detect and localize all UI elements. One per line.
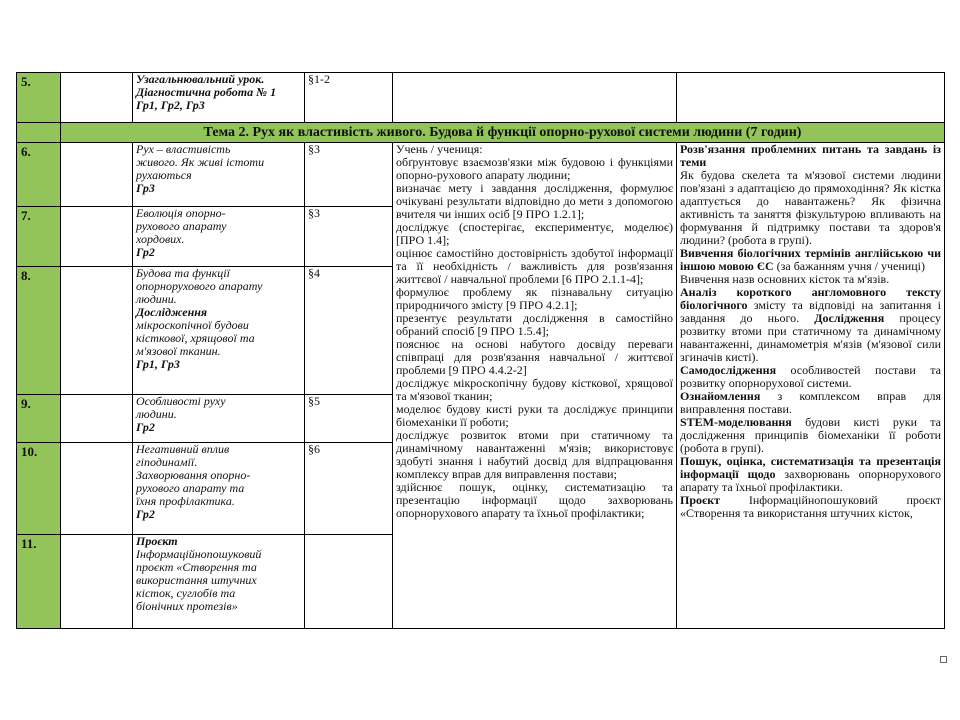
outcome-line: досліджує (спостерігає, експериментує, моделює) [ПРО 1.4]; — [396, 220, 673, 247]
group-label: Гр2 — [136, 245, 155, 259]
empty-cell — [61, 267, 133, 395]
lesson-line: людини. — [136, 292, 177, 306]
lesson-line: Будова та функції — [136, 266, 230, 280]
empty-cell — [61, 535, 133, 629]
topic-row — [17, 123, 945, 143]
activity-text: Вивчення назв основних кісток та м'язів. — [680, 272, 890, 286]
empty-cell — [677, 73, 945, 123]
learning-outcomes-cell — [393, 143, 677, 629]
lesson-line: Особливості руху — [136, 394, 226, 408]
paragraph-cell: §6 — [305, 443, 393, 535]
empty-cell — [393, 73, 677, 123]
lesson-line: Узагальнювальний урок. — [136, 72, 265, 86]
resize-handle[interactable] — [940, 656, 947, 663]
lesson-line: рухового апарату — [136, 219, 227, 233]
activity-text: захворювань опорнорухового апарату та їхньої профілактики. — [680, 467, 942, 494]
lesson-line: Інформаційнопошуковий — [136, 547, 262, 561]
lesson-line: кісток, суглобів та — [136, 586, 236, 600]
outcome-line: здійснює пошук, оцінку, систематизацію та презентацію інформації щодо захворювань опорнорухового апарату та їхньої профілактики; — [396, 480, 673, 520]
activity-title: Вивчення біологічних термінів англійською чи іншою мовою ЄС — [680, 246, 941, 273]
paragraph-cell — [305, 535, 393, 629]
lesson-cell — [133, 267, 305, 395]
outcome-line: формулює проблему як пізнавальну ситуацію природничого змісту [9 ПРО 4.2.1]; — [396, 285, 673, 312]
row-number: 10. — [17, 443, 61, 535]
table-row — [17, 73, 945, 123]
row-number: 11. — [17, 535, 61, 629]
project-title: Проєкт — [136, 534, 178, 548]
activity-title: Ознайомлення — [680, 389, 761, 403]
lesson-cell — [133, 395, 305, 443]
outcome-line: моделює будову кисті руки та досліджує принципи біомеханіки її роботи; — [396, 402, 673, 429]
outcome-line: оцінює самостійно достовірність здобутої інформації та її необхідність / важливість для розв'язання життєвої / навчальної проблеми [6 ПРО 2.1.1-4]; — [396, 246, 673, 286]
lesson-line: Негативний вплив — [136, 442, 230, 456]
outcome-line: обґрунтовує взаємозв'язки між будовою і функціями опорно-рухового апарату людини; — [396, 155, 673, 182]
paragraph-cell: §1-2 — [305, 73, 393, 123]
row-number: 5. — [17, 73, 61, 123]
group-label: Гр2 — [136, 507, 155, 521]
lesson-line: кісткової, хрящової та — [136, 331, 255, 345]
activities-cell — [677, 143, 945, 629]
paragraph-cell: §5 — [305, 395, 393, 443]
topic-title: Тема 2. Рух як властивість живого. Будова й функції опорно-рухової системи людини (7 годин) — [61, 123, 945, 143]
group-label: Гр1, Гр3 — [136, 357, 180, 371]
lesson-line: Еволюція опорно- — [136, 206, 226, 220]
activity-text: Інформаційнопошуковий проєкт «Створення та використання штучних кісток, — [680, 493, 941, 520]
group-label: Гр3 — [136, 181, 155, 195]
row-number: 6. — [17, 143, 61, 207]
lesson-line: проєкт «Створення та — [136, 560, 257, 574]
activity-text: особливостей постави та розвитку опорнорухової системи. — [680, 363, 941, 390]
activity-title: STEM-моделювання — [680, 415, 792, 429]
lesson-line: хордових. — [136, 232, 185, 246]
lesson-line: живого. Як живі істоти — [136, 155, 265, 169]
activity-text: змісту та відповіді на запитання і завдання до нього. — [680, 298, 941, 325]
lesson-cell — [133, 143, 305, 207]
lesson-line: людини. — [136, 407, 177, 421]
activity-title: Дослідження — [814, 311, 885, 325]
outcome-line: визначає мету і завдання дослідження, формулює очікувані результати відповідно до мети з допомогою вчителя чи інших осіб [9 ПРО 1.2.1]; — [396, 181, 673, 221]
lesson-cell — [133, 443, 305, 535]
lesson-line: мікроскопічної будови — [136, 318, 249, 332]
activity-title: Самодослідження — [680, 363, 777, 377]
outcome-line: пояснює на основі набутого досвіду переваги співпраці для розв'язання навчальної / життєвої проблеми [9 ПРО 4.4.2-2] — [396, 337, 673, 377]
activity-text: з комплексом вправ для виправлення постави. — [680, 389, 942, 416]
row-number: 7. — [17, 207, 61, 267]
lesson-line: гіподинамії. — [136, 455, 198, 469]
empty-cell — [61, 395, 133, 443]
group-label: Гр2 — [136, 420, 155, 434]
outcome-line: досліджує розвиток втоми при статичному та динамічному навантаженні м'язів; використовує здобуті знання і набутий досвід для відпрацювання комплексу вправ для виправлення постави; — [396, 428, 673, 481]
paragraph-cell: §4 — [305, 267, 393, 395]
curriculum-table — [16, 72, 945, 629]
row-number: 9. — [17, 395, 61, 443]
research-title: Дослідження — [136, 305, 208, 319]
lesson-cell — [133, 73, 305, 123]
activity-title: Проєкт — [680, 493, 721, 507]
outcome-line: досліджує мікроскопічну будову кісткової, хрящової та м'язової тканин; — [396, 376, 673, 403]
lesson-line: рухаються — [136, 168, 192, 182]
empty-cell — [61, 443, 133, 535]
empty-cell — [61, 207, 133, 267]
lesson-line: м'язової тканин. — [136, 344, 221, 358]
empty-cell — [61, 73, 133, 123]
activity-title: Аналіз короткого англомовного тексту біологічного — [680, 285, 941, 312]
lesson-line: Діагностична робота № 1 — [136, 85, 277, 99]
lesson-cell — [133, 535, 305, 629]
paragraph-cell: §3 — [305, 143, 393, 207]
green-cell — [17, 123, 61, 143]
activity-text: будови кисті руки та дослідження принципів біомеханіки її роботи (робота в групі). — [680, 415, 941, 455]
activity-title: Пошук, оцінка, систематизація та презентація інформації щодо — [680, 454, 941, 481]
activity-text: (за бажанням учня / учениці) — [776, 259, 925, 273]
lesson-line: Гр1, Гр2, Гр3 — [136, 98, 205, 112]
table-row — [17, 143, 945, 207]
activity-title: Розв'язання проблемних питань та завдань із теми — [680, 142, 941, 169]
activity-text: Як будова скелета та м'язової системи людини пов'язані з адаптацією до прямоходіння? Як кістка адаптується до навантажень? Як фізична активність та заняття фізкультурою впливають на формування й підтримку постави та здоров'я людини? (робота в групі). — [680, 168, 941, 247]
lesson-line: біонічних протезів» — [136, 599, 238, 613]
lesson-line: опорнорухового апарату — [136, 279, 263, 293]
paragraph-cell: §3 — [305, 207, 393, 267]
lesson-line: використання штучних — [136, 573, 257, 587]
row-number: 8. — [17, 267, 61, 395]
outcomes-header: Учень / учениця: — [396, 142, 483, 156]
lesson-line: їхня профілактика. — [136, 494, 235, 508]
empty-cell — [61, 143, 133, 207]
lesson-line: Рух – властивість — [136, 142, 231, 156]
lesson-cell — [133, 207, 305, 267]
outcome-line: презентує результати дослідження в самостійно обраний спосіб [9 ПРО 1.5.4]; — [396, 311, 673, 338]
lesson-line: Захворювання опорно- — [136, 468, 251, 482]
activity-text: процесу розвитку втоми при статичному та динамічному навантаженні, динамометрія м'язів (м'язової сили згиначів кисті). — [680, 311, 942, 364]
lesson-line: рухового апарату та — [136, 481, 245, 495]
